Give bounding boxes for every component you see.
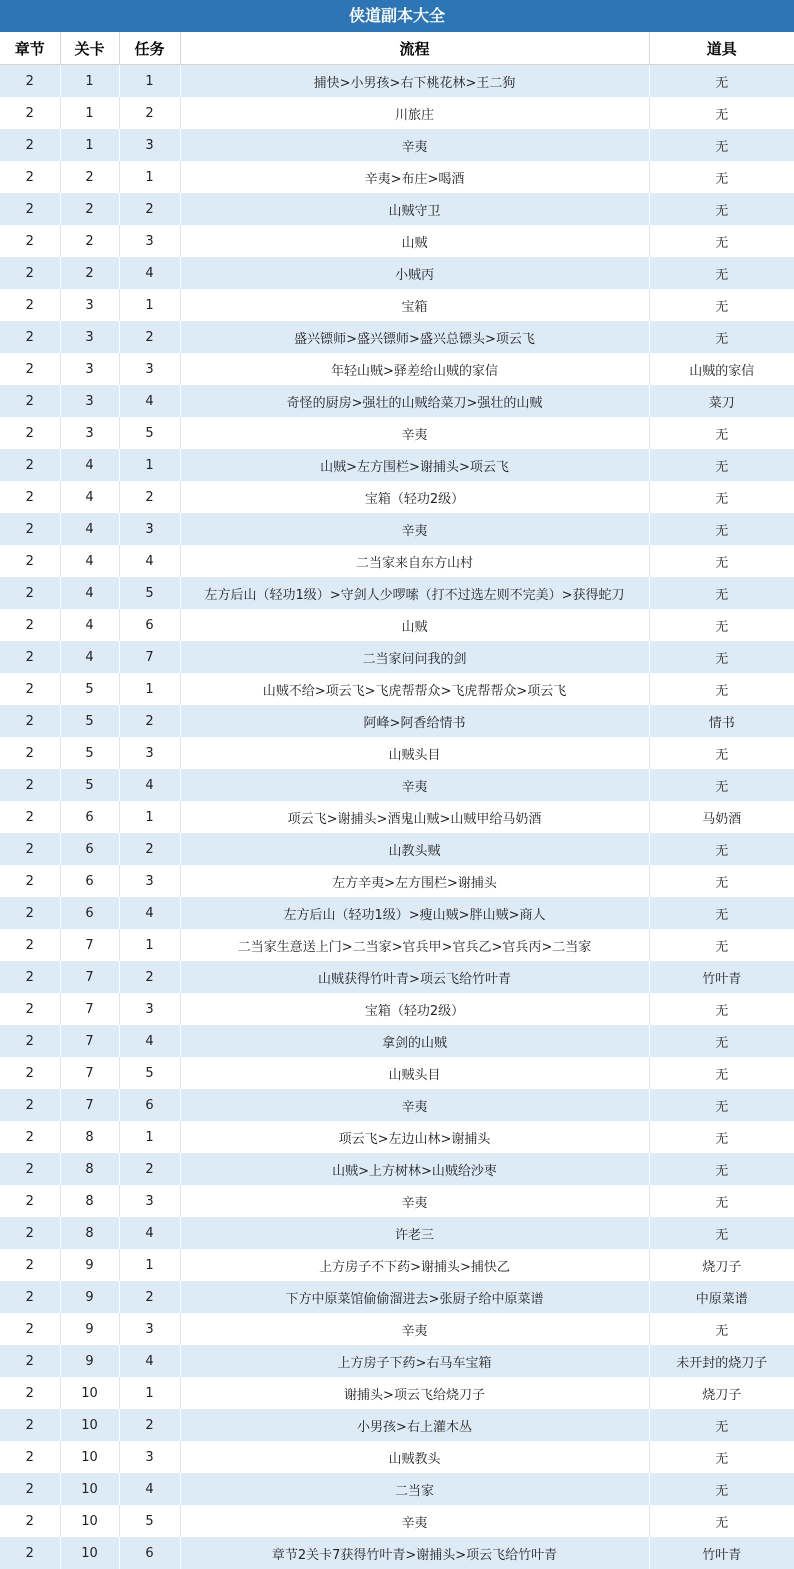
item-cell: 无 <box>649 449 794 481</box>
table-row <box>0 1153 794 1185</box>
stage-cell: 6 <box>60 865 119 897</box>
task-cell: 1 <box>119 1377 180 1409</box>
flow-cell: 山贼头目 <box>180 737 649 769</box>
table-row <box>0 801 794 833</box>
flow-cell: 辛夷 <box>180 1185 649 1217</box>
item-cell: 无 <box>649 673 794 705</box>
task-cell: 4 <box>119 1345 180 1377</box>
stage-cell: 7 <box>60 961 119 993</box>
flow-cell: 捕快>小男孩>右下桃花林>王二狗 <box>180 65 649 98</box>
stage-cell: 9 <box>60 1345 119 1377</box>
task-cell: 2 <box>119 961 180 993</box>
table-row <box>0 1505 794 1537</box>
flow-cell: 二当家生意送上门>二当家>官兵甲>官兵乙>官兵丙>二当家 <box>180 929 649 961</box>
chapter-cell: 2 <box>0 97 60 129</box>
table-row <box>0 1089 794 1121</box>
table-row <box>0 545 794 577</box>
table-row <box>0 1121 794 1153</box>
chapter-cell: 2 <box>0 257 60 289</box>
item-cell: 无 <box>649 481 794 513</box>
chapter-cell: 2 <box>0 289 60 321</box>
chapter-cell: 2 <box>0 1313 60 1345</box>
item-cell: 无 <box>649 129 794 161</box>
chapter-cell: 2 <box>0 449 60 481</box>
task-cell: 3 <box>119 737 180 769</box>
item-cell: 无 <box>649 929 794 961</box>
table-row <box>0 161 794 193</box>
item-cell: 烧刀子 <box>649 1377 794 1409</box>
stage-cell: 6 <box>60 897 119 929</box>
stage-cell: 2 <box>60 161 119 193</box>
stage-cell: 7 <box>60 1089 119 1121</box>
table-row <box>0 385 794 417</box>
flow-cell: 山贼头目 <box>180 1057 649 1089</box>
stage-cell: 2 <box>60 193 119 225</box>
flow-cell: 奇怪的厨房>强壮的山贼给菜刀>强壮的山贼 <box>180 385 649 417</box>
table-row <box>0 129 794 161</box>
task-cell: 1 <box>119 161 180 193</box>
flow-cell: 山贼>上方树林>山贼给沙枣 <box>180 1153 649 1185</box>
quest-table <box>0 32 794 1569</box>
flow-cell: 宝箱（轻功2级） <box>180 481 649 513</box>
task-cell: 3 <box>119 1185 180 1217</box>
chapter-cell: 2 <box>0 993 60 1025</box>
chapter-cell: 2 <box>0 961 60 993</box>
chapter-cell: 2 <box>0 385 60 417</box>
item-cell: 无 <box>649 513 794 545</box>
flow-cell: 左方辛夷>左方围栏>谢捕头 <box>180 865 649 897</box>
task-cell: 3 <box>119 225 180 257</box>
item-cell: 无 <box>649 225 794 257</box>
stage-cell: 4 <box>60 609 119 641</box>
task-cell: 5 <box>119 577 180 609</box>
task-cell: 2 <box>119 321 180 353</box>
stage-cell: 3 <box>60 353 119 385</box>
chapter-cell: 2 <box>0 737 60 769</box>
item-cell: 无 <box>649 321 794 353</box>
chapter-cell: 2 <box>0 321 60 353</box>
table-row <box>0 769 794 801</box>
item-cell: 无 <box>649 1153 794 1185</box>
chapter-cell: 2 <box>0 897 60 929</box>
table-row <box>0 577 794 609</box>
chapter-cell: 2 <box>0 161 60 193</box>
item-cell: 竹叶青 <box>649 1537 794 1569</box>
table-row <box>0 193 794 225</box>
chapter-cell: 2 <box>0 1281 60 1313</box>
task-cell: 3 <box>119 353 180 385</box>
task-cell: 3 <box>119 513 180 545</box>
table-row <box>0 97 794 129</box>
chapter-cell: 2 <box>0 865 60 897</box>
table-row <box>0 1537 794 1569</box>
task-cell: 3 <box>119 1441 180 1473</box>
table-row <box>0 865 794 897</box>
table-row <box>0 225 794 257</box>
stage-cell: 3 <box>60 417 119 449</box>
chapter-cell: 2 <box>0 481 60 513</box>
task-cell: 2 <box>119 1409 180 1441</box>
chapter-cell: 2 <box>0 1217 60 1249</box>
table-row <box>0 1057 794 1089</box>
item-cell: 无 <box>649 1409 794 1441</box>
header-item: 道具 <box>649 32 794 65</box>
stage-cell: 4 <box>60 577 119 609</box>
table-row <box>0 1377 794 1409</box>
flow-cell: 盛兴镖师>盛兴镖师>盛兴总镖头>项云飞 <box>180 321 649 353</box>
stage-cell: 10 <box>60 1441 119 1473</box>
flow-cell: 山贼 <box>180 609 649 641</box>
task-cell: 1 <box>119 801 180 833</box>
table-row <box>0 609 794 641</box>
task-cell: 2 <box>119 97 180 129</box>
stage-cell: 6 <box>60 833 119 865</box>
header-row <box>0 32 794 65</box>
flow-cell: 许老三 <box>180 1217 649 1249</box>
flow-cell: 辛夷 <box>180 129 649 161</box>
chapter-cell: 2 <box>0 641 60 673</box>
table-row <box>0 449 794 481</box>
flow-cell: 小男孩>右上灌木丛 <box>180 1409 649 1441</box>
flow-cell: 上方房子不下药>谢捕头>捕快乙 <box>180 1249 649 1281</box>
table-row <box>0 1313 794 1345</box>
task-cell: 1 <box>119 1249 180 1281</box>
chapter-cell: 2 <box>0 929 60 961</box>
task-cell: 2 <box>119 1153 180 1185</box>
header-task: 任务 <box>119 32 180 65</box>
item-cell: 无 <box>649 769 794 801</box>
stage-cell: 4 <box>60 545 119 577</box>
stage-cell: 8 <box>60 1217 119 1249</box>
chapter-cell: 2 <box>0 1377 60 1409</box>
flow-cell: 山贼不给>项云飞>飞虎帮帮众>飞虎帮帮众>项云飞 <box>180 673 649 705</box>
task-cell: 2 <box>119 481 180 513</box>
stage-cell: 10 <box>60 1409 119 1441</box>
stage-cell: 5 <box>60 673 119 705</box>
stage-cell: 3 <box>60 289 119 321</box>
stage-cell: 10 <box>60 1473 119 1505</box>
header-chapter: 章节 <box>0 32 60 65</box>
item-cell: 无 <box>649 161 794 193</box>
item-cell: 马奶酒 <box>649 801 794 833</box>
task-cell: 3 <box>119 1313 180 1345</box>
table-row <box>0 929 794 961</box>
flow-cell: 谢捕头>项云飞给烧刀子 <box>180 1377 649 1409</box>
item-cell: 无 <box>649 1441 794 1473</box>
item-cell: 无 <box>649 833 794 865</box>
task-cell: 3 <box>119 129 180 161</box>
stage-cell: 9 <box>60 1249 119 1281</box>
flow-cell: 山贼 <box>180 225 649 257</box>
item-cell: 无 <box>649 417 794 449</box>
task-cell: 4 <box>119 385 180 417</box>
item-cell: 无 <box>649 97 794 129</box>
stage-cell: 2 <box>60 257 119 289</box>
table-row <box>0 513 794 545</box>
stage-cell: 7 <box>60 929 119 961</box>
item-cell: 无 <box>649 289 794 321</box>
flow-cell: 下方中原菜馆偷偷溜进去>张厨子给中原菜谱 <box>180 1281 649 1313</box>
item-cell: 无 <box>649 1057 794 1089</box>
item-cell: 无 <box>649 545 794 577</box>
flow-cell: 山贼守卫 <box>180 193 649 225</box>
item-cell: 无 <box>649 609 794 641</box>
task-cell: 1 <box>119 65 180 98</box>
stage-cell: 3 <box>60 321 119 353</box>
task-cell: 1 <box>119 673 180 705</box>
flow-cell: 上方房子下药>右马车宝箱 <box>180 1345 649 1377</box>
item-cell: 竹叶青 <box>649 961 794 993</box>
stage-cell: 2 <box>60 225 119 257</box>
task-cell: 6 <box>119 1537 180 1569</box>
task-cell: 2 <box>119 833 180 865</box>
chapter-cell: 2 <box>0 1185 60 1217</box>
chapter-cell: 2 <box>0 225 60 257</box>
stage-cell: 4 <box>60 513 119 545</box>
task-cell: 2 <box>119 705 180 737</box>
item-cell: 无 <box>649 897 794 929</box>
chapter-cell: 2 <box>0 1089 60 1121</box>
item-cell: 无 <box>649 1025 794 1057</box>
task-cell: 5 <box>119 417 180 449</box>
item-cell: 无 <box>649 1505 794 1537</box>
stage-cell: 6 <box>60 801 119 833</box>
table-row <box>0 1345 794 1377</box>
flow-cell: 二当家问问我的剑 <box>180 641 649 673</box>
table-row <box>0 65 794 98</box>
table-row <box>0 993 794 1025</box>
task-cell: 4 <box>119 1025 180 1057</box>
stage-cell: 9 <box>60 1281 119 1313</box>
item-cell: 无 <box>649 193 794 225</box>
flow-cell: 项云飞>左边山林>谢捕头 <box>180 1121 649 1153</box>
stage-cell: 5 <box>60 769 119 801</box>
flow-cell: 小贼丙 <box>180 257 649 289</box>
chapter-cell: 2 <box>0 833 60 865</box>
task-cell: 4 <box>119 257 180 289</box>
flow-cell: 阿峰>阿香给情书 <box>180 705 649 737</box>
item-cell: 无 <box>649 1217 794 1249</box>
stage-cell: 4 <box>60 449 119 481</box>
table-row <box>0 1409 794 1441</box>
flow-cell: 山贼教头 <box>180 1441 649 1473</box>
stage-cell: 10 <box>60 1377 119 1409</box>
table-row <box>0 833 794 865</box>
table-row <box>0 321 794 353</box>
flow-cell: 二当家来自东方山村 <box>180 545 649 577</box>
table-row <box>0 897 794 929</box>
chapter-cell: 2 <box>0 193 60 225</box>
flow-cell: 左方后山（轻功1级）>守剑人少啰嗦（打不过选左则不完美）>获得蛇刀 <box>180 577 649 609</box>
task-cell: 3 <box>119 993 180 1025</box>
table-row <box>0 641 794 673</box>
stage-cell: 8 <box>60 1185 119 1217</box>
stage-cell: 3 <box>60 385 119 417</box>
item-cell: 无 <box>649 865 794 897</box>
flow-cell: 宝箱 <box>180 289 649 321</box>
table-row <box>0 417 794 449</box>
chapter-cell: 2 <box>0 513 60 545</box>
item-cell: 无 <box>649 993 794 1025</box>
task-cell: 5 <box>119 1057 180 1089</box>
stage-cell: 5 <box>60 737 119 769</box>
flow-cell: 年轻山贼>驿差给山贼的家信 <box>180 353 649 385</box>
item-cell: 情书 <box>649 705 794 737</box>
flow-cell: 辛夷 <box>180 769 649 801</box>
task-cell: 1 <box>119 289 180 321</box>
flow-cell: 章节2关卡7获得竹叶青>谢捕头>项云飞给竹叶青 <box>180 1537 649 1569</box>
item-cell: 无 <box>649 1089 794 1121</box>
task-cell: 4 <box>119 769 180 801</box>
chapter-cell: 2 <box>0 1153 60 1185</box>
chapter-cell: 2 <box>0 1441 60 1473</box>
flow-cell: 山贼>左方围栏>谢捕头>项云飞 <box>180 449 649 481</box>
stage-cell: 10 <box>60 1537 119 1569</box>
flow-cell: 二当家 <box>180 1473 649 1505</box>
table-row <box>0 1185 794 1217</box>
flow-cell: 辛夷>布庄>喝酒 <box>180 161 649 193</box>
chapter-cell: 2 <box>0 577 60 609</box>
task-cell: 1 <box>119 449 180 481</box>
flow-cell: 左方后山（轻功1级）>瘦山贼>胖山贼>商人 <box>180 897 649 929</box>
item-cell: 未开封的烧刀子 <box>649 1345 794 1377</box>
stage-cell: 5 <box>60 705 119 737</box>
item-cell: 无 <box>649 1121 794 1153</box>
flow-cell: 辛夷 <box>180 1313 649 1345</box>
item-cell: 无 <box>649 641 794 673</box>
stage-cell: 7 <box>60 1025 119 1057</box>
task-cell: 1 <box>119 929 180 961</box>
flow-cell: 辛夷 <box>180 513 649 545</box>
task-cell: 1 <box>119 1121 180 1153</box>
table-row <box>0 1441 794 1473</box>
stage-cell: 8 <box>60 1121 119 1153</box>
table-row <box>0 705 794 737</box>
table-row <box>0 737 794 769</box>
task-cell: 6 <box>119 1089 180 1121</box>
chapter-cell: 2 <box>0 1121 60 1153</box>
task-cell: 3 <box>119 865 180 897</box>
chapter-cell: 2 <box>0 705 60 737</box>
table-row <box>0 1473 794 1505</box>
stage-cell: 7 <box>60 993 119 1025</box>
table-row <box>0 961 794 993</box>
flow-cell: 项云飞>谢捕头>酒鬼山贼>山贼甲给马奶酒 <box>180 801 649 833</box>
task-cell: 4 <box>119 545 180 577</box>
chapter-cell: 2 <box>0 545 60 577</box>
item-cell: 无 <box>649 737 794 769</box>
table-row <box>0 1217 794 1249</box>
table-body <box>0 65 794 1569</box>
stage-cell: 7 <box>60 1057 119 1089</box>
chapter-cell: 2 <box>0 1537 60 1569</box>
stage-cell: 10 <box>60 1505 119 1537</box>
item-cell: 无 <box>649 1185 794 1217</box>
task-cell: 4 <box>119 1217 180 1249</box>
stage-cell: 1 <box>60 65 119 98</box>
item-cell: 烧刀子 <box>649 1249 794 1281</box>
table-row <box>0 1249 794 1281</box>
chapter-cell: 2 <box>0 1345 60 1377</box>
item-cell: 无 <box>649 1473 794 1505</box>
stage-cell: 4 <box>60 481 119 513</box>
chapter-cell: 2 <box>0 1505 60 1537</box>
flow-cell: 山贼获得竹叶青>项云飞给竹叶青 <box>180 961 649 993</box>
chapter-cell: 2 <box>0 1025 60 1057</box>
table-row <box>0 257 794 289</box>
chapter-cell: 2 <box>0 417 60 449</box>
header-flow: 流程 <box>180 32 649 65</box>
table-row <box>0 1025 794 1057</box>
chapter-cell: 2 <box>0 673 60 705</box>
chapter-cell: 2 <box>0 1473 60 1505</box>
chapter-cell: 2 <box>0 1057 60 1089</box>
item-cell: 菜刀 <box>649 385 794 417</box>
stage-cell: 4 <box>60 641 119 673</box>
item-cell: 中原菜谱 <box>649 1281 794 1313</box>
flow-cell: 川旅庄 <box>180 97 649 129</box>
stage-cell: 1 <box>60 97 119 129</box>
chapter-cell: 2 <box>0 769 60 801</box>
table-row <box>0 481 794 513</box>
sheet-title: 侠道副本大全 <box>0 0 794 32</box>
header-stage: 关卡 <box>60 32 119 65</box>
chapter-cell: 2 <box>0 609 60 641</box>
chapter-cell: 2 <box>0 1249 60 1281</box>
task-cell: 2 <box>119 193 180 225</box>
chapter-cell: 2 <box>0 353 60 385</box>
task-cell: 4 <box>119 897 180 929</box>
chapter-cell: 2 <box>0 65 60 98</box>
task-cell: 5 <box>119 1505 180 1537</box>
stage-cell: 8 <box>60 1153 119 1185</box>
flow-cell: 辛夷 <box>180 417 649 449</box>
task-cell: 6 <box>119 609 180 641</box>
table-row <box>0 673 794 705</box>
chapter-cell: 2 <box>0 129 60 161</box>
chapter-cell: 2 <box>0 1409 60 1441</box>
item-cell: 山贼的家信 <box>649 353 794 385</box>
item-cell: 无 <box>649 1313 794 1345</box>
stage-cell: 1 <box>60 129 119 161</box>
item-cell: 无 <box>649 257 794 289</box>
flow-cell: 山教头贼 <box>180 833 649 865</box>
flow-cell: 宝箱（轻功2级） <box>180 993 649 1025</box>
table-row <box>0 1281 794 1313</box>
task-cell: 4 <box>119 1473 180 1505</box>
table-row <box>0 289 794 321</box>
flow-cell: 辛夷 <box>180 1505 649 1537</box>
task-cell: 2 <box>119 1281 180 1313</box>
item-cell: 无 <box>649 577 794 609</box>
table-row <box>0 353 794 385</box>
task-cell: 7 <box>119 641 180 673</box>
flow-cell: 拿剑的山贼 <box>180 1025 649 1057</box>
flow-cell: 辛夷 <box>180 1089 649 1121</box>
item-cell: 无 <box>649 65 794 98</box>
chapter-cell: 2 <box>0 801 60 833</box>
stage-cell: 9 <box>60 1313 119 1345</box>
